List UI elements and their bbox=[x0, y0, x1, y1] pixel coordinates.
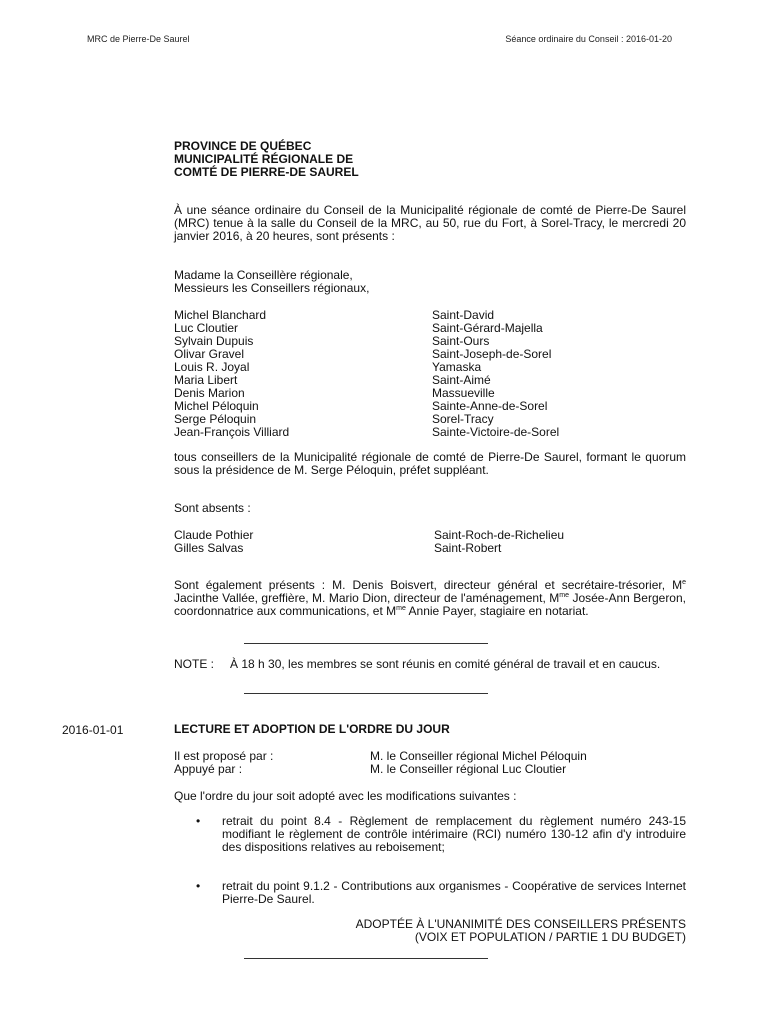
member-place: Sainte-Anne-de-Sorel bbox=[432, 399, 548, 413]
member-place: Saint-David bbox=[432, 308, 495, 322]
adoption-line: ADOPTÉE À L'UNANIMITÉ DES CONSEILLERS PRÉSENTS bbox=[355, 917, 686, 931]
separator-line bbox=[244, 958, 488, 959]
member-place: Saint-Joseph-de-Sorel bbox=[432, 347, 552, 361]
member-name: Michel Péloquin bbox=[174, 399, 259, 413]
proposed-label: Il est proposé par : bbox=[174, 749, 274, 763]
member-place: Massueville bbox=[432, 386, 495, 400]
absent-heading: Sont absents : bbox=[174, 501, 251, 515]
member-name: Jean-François Villiard bbox=[174, 425, 290, 439]
resolution-title: LECTURE ET ADOPTION DE L'ORDRE DU JOUR bbox=[174, 722, 450, 736]
member-place: Saint-Ours bbox=[432, 334, 490, 348]
bullet-text: retrait du point 8.4 - Règlement de remplacement du règlement numéro 243-15 modifiant le règlement de contrôle intérimaire (RCI) numéro 130-12 afin d'y introduire des dispositions relatives au reboisement; bbox=[222, 814, 686, 854]
also-present-text: Jacinthe Vallée, greffière, M. Mario Dion, directeur de l'aménagement, M bbox=[174, 591, 560, 605]
proposal-row bbox=[174, 763, 694, 776]
proposed-by: M. le Conseiller régional Michel Péloquin bbox=[370, 749, 587, 763]
separator-line bbox=[244, 643, 488, 644]
also-present-text: Sont également présents : M. Denis Boisvert, directeur général et secrétaire-trésorier, M bbox=[174, 578, 683, 592]
salutation-line: Madame la Conseillère régionale, bbox=[174, 268, 353, 282]
member-name: Louis R. Joyal bbox=[174, 360, 250, 374]
bullet-icon: • bbox=[196, 879, 201, 893]
bullet-item bbox=[196, 815, 686, 854]
absent-name: Claude Pothier bbox=[174, 528, 254, 542]
intro-paragraph: À une séance ordinaire du Conseil de la Municipalité régionale de comté de Pierre-De Saurel (MRC) tenue à la salle du Conseil de la MRC, au 50, rue du Fort, à Sorel-Tracy, le mercredi 20 janvier 2016, à 20 heures, sont présents : bbox=[174, 203, 686, 243]
member-place: Yamaska bbox=[432, 360, 482, 374]
superscript: e bbox=[682, 579, 686, 586]
also-present-text: Josée-Ann Bergeron, coordonnatrice aux communications, et M bbox=[174, 591, 686, 618]
note-label: NOTE : bbox=[174, 657, 215, 671]
resolution-number: 2016-01-01 bbox=[62, 723, 124, 737]
seconded-by: M. le Conseiller régional Luc Cloutier bbox=[370, 762, 567, 776]
bullet-icon: • bbox=[196, 814, 201, 828]
seconded-label: Appuyé par : bbox=[174, 762, 243, 776]
superscript: me bbox=[559, 592, 569, 599]
absent-row bbox=[174, 542, 694, 555]
also-present-paragraph bbox=[174, 579, 686, 618]
member-name: Luc Cloutier bbox=[174, 321, 239, 335]
absent-members-list bbox=[174, 529, 694, 555]
title-line: MUNICIPALITÉ RÉGIONALE DE bbox=[174, 152, 354, 166]
header-left: MRC de Pierre-De Saurel bbox=[87, 34, 190, 44]
member-place: Sorel-Tracy bbox=[432, 412, 494, 426]
member-place: Sainte-Victoire-de-Sorel bbox=[432, 425, 560, 439]
title-line: COMTÉ DE PIERRE-DE SAUREL bbox=[174, 165, 359, 179]
absent-place: Saint-Robert bbox=[434, 541, 502, 555]
salutation bbox=[174, 269, 686, 295]
also-present-text: Annie Payer, stagiaire en notariat. bbox=[405, 604, 589, 618]
member-place: Saint-Gérard-Majella bbox=[432, 321, 543, 335]
proposal-block bbox=[174, 750, 694, 776]
document-title bbox=[174, 140, 686, 179]
quorum-paragraph: tous conseillers de la Municipalité régionale de comté de Pierre-De Saurel, formant le quorum sous la présidence de M. Serge Péloquin, préfet suppléant. bbox=[174, 450, 686, 477]
superscript: me bbox=[396, 605, 406, 612]
title-line: PROVINCE DE QUÉBEC bbox=[174, 139, 312, 153]
resolution-text: Que l'ordre du jour soit adopté avec les modifications suivantes : bbox=[174, 789, 517, 803]
member-name: Sylvain Dupuis bbox=[174, 334, 254, 348]
member-name: Michel Blanchard bbox=[174, 308, 267, 322]
separator-line bbox=[244, 693, 488, 694]
member-row bbox=[174, 426, 694, 439]
member-name: Serge Péloquin bbox=[174, 412, 257, 426]
adoption-line: (VOIX ET POPULATION / PARTIE 1 DU BUDGET) bbox=[414, 930, 686, 944]
salutation-line: Messieurs les Conseillers régionaux, bbox=[174, 281, 370, 295]
bullet-text: retrait du point 9.1.2 - Contributions aux organismes - Coopérative de services Internet Pierre-De Saurel. bbox=[222, 879, 686, 906]
present-members-list bbox=[174, 309, 694, 439]
adoption-statement bbox=[356, 918, 686, 944]
member-name: Denis Marion bbox=[174, 386, 245, 400]
absent-name: Gilles Salvas bbox=[174, 541, 244, 555]
member-name: Maria Libert bbox=[174, 373, 238, 387]
absent-place: Saint-Roch-de-Richelieu bbox=[434, 528, 565, 542]
member-place: Saint-Aimé bbox=[432, 373, 491, 387]
note-block bbox=[174, 658, 686, 671]
note-text: À 18 h 30, les membres se sont réunis en comité général de travail et en caucus. bbox=[230, 657, 661, 671]
bullet-item bbox=[196, 880, 686, 906]
header-right: Séance ordinaire du Conseil : 2016-01-20 bbox=[505, 34, 672, 44]
member-name: Olivar Gravel bbox=[174, 347, 245, 361]
